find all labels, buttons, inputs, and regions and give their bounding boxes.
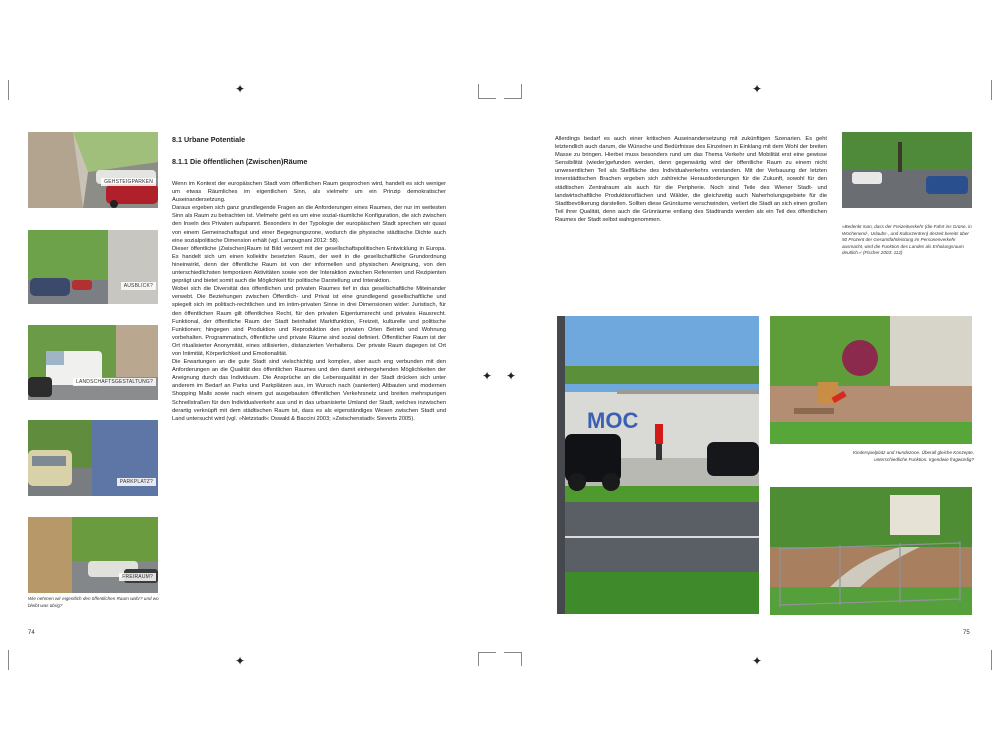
photo-dog-zone	[770, 487, 972, 615]
crop-mark	[504, 98, 522, 99]
photo-street-parking	[28, 132, 158, 208]
crop-mark	[991, 80, 992, 100]
photo-wall-street	[557, 316, 759, 614]
photo-parking-street	[28, 420, 158, 496]
crop-mark	[8, 650, 9, 670]
crop-mark	[478, 652, 479, 666]
photo-free-space	[28, 517, 158, 593]
section-heading: 8.1 Urbane Potentiale	[172, 135, 246, 144]
crop-mark	[521, 652, 522, 666]
photo-street-trees	[842, 132, 972, 208]
photo-label: PARKPLATZ?	[117, 478, 156, 486]
crop-mark	[504, 652, 522, 653]
photo-label: FREIRAUM?	[119, 573, 156, 581]
photo-label: LANDSCHAFTSGESTALTUNG?	[73, 378, 156, 386]
photo-label: AUSBLICK?	[121, 282, 156, 290]
page-number-right: 75	[963, 630, 970, 636]
registration-mark-icon: ✦	[235, 82, 246, 96]
subsection-heading: 8.1.1 Die öffentlichen (Zwischen)Räume	[172, 157, 308, 166]
photo-playground	[770, 316, 972, 444]
crop-mark	[8, 80, 9, 100]
photo-van-landscaping	[28, 325, 158, 400]
photo-label: GEHSTEIGPARKEN	[101, 178, 156, 186]
registration-mark-icon: ✦	[482, 369, 493, 383]
photo-street-view	[28, 230, 158, 304]
registration-mark-icon: ✦	[752, 82, 763, 96]
registration-mark-icon: ✦	[506, 369, 517, 383]
crop-mark	[991, 650, 992, 670]
crop-mark	[478, 652, 496, 653]
quote-caption: »Bedenkt man, dass der Freizeitverkehr (die Fahrt ins Grüne, in Wochenend-, Urlaubs-, und Kulturzentren) derzeit bereits über 50 Prozent der Gesamtfahrleistung im Personenverkehr ausmacht, wird die Funktion des Landes als Erholungsraum deutlich.« (Fischer 2003: 112)	[842, 224, 972, 256]
left-caption: Wie nehmen wir eigentlich den öffentlichen Raum wahr? und wo bleibt was übrig?	[28, 596, 159, 608]
svg-text:MOC: MOC	[587, 408, 639, 433]
registration-mark-icon: ✦	[235, 654, 246, 668]
crop-mark	[478, 98, 496, 99]
right-body-text: Allerdings bedarf es auch einer kritischen Auseinandersetzung mit zukünftigen Szenarien. Es geht letztendlich auch darum, die Wünsche und Bedürfnisse des Einzelnen in Einklang mit dem Wohl der breiten Masse zu bringen. Hierbei muss besonders rund um das Thema Verkehr und Mobilität erst eine gewisse Sensibilität (wieder)gefunden werden, denn gegenwärtig wird der öffentliche Raum zu einem nicht unwesentlichen Teil als Stellfläche des Individualverkehrs verstanden. Mit der Verbauung der letzten innerstädtischen Brachen ergeben sich zahlreiche Herausforderungen für die Zukunft, sowohl für den städtischen Zentralraum als auch für die Peripherie. Noch sind Teile des Wiener Stadt- und landwirtschaftliche Produktionsflächen und Wälder, die gleichzeitig auch Naherholungsgebiete für die Stadtbevölkerung darstellen. Sollten diese Grünräume verschwinden, verliert die Stadt an sich einen großen Teil ihrer Qualität, denn auch die Grünräume entlang des Stadtrands werden als ein Teil des öffentlichen Raumes der Stadt selbst wahrgenommen.	[555, 136, 827, 223]
registration-mark-icon: ✦	[752, 654, 763, 668]
left-body-text: Wenn im Kontext der europäischen Stadt vom öffentlichen Raum gesprochen wird, handelt es sich weniger um etwas Räumliches im eigentlichen Sinn, als vielmehr um ein Prinzip demokratischer Auseinandersetzung. Daraus ergeben sich ganz grundlegende Fragen an die Anforderungen eines Raumes, der nur im weitesten Sinn als Raum zu betrachten ist. Vielmehr geht es um eine sozial-räumliche Konfiguration, die sich zwischen den Inseln des Privaten aufspannt. Besonders in der Typologie der europäischen Stadt sprechen wir quasi von einem Gemeinschaftsgut und einer Begegnungszone, wodurch die physische städtische Dichte auch eine sozialpolitische Dimension erhält (vgl. Lampugnani 2012: 58). Dieser öffentliche (Zwischen)Raum ist Bild verzerrt mit der gesellschaftspolitischen Entwicklung in Europa. Es handelt sich um einen kollektiv besetzten Raum, der weit in die gesellschaftliche Grundordnung hineinwirkt, denn der öffentliche Raum ist von der informellen und physischen Aneignung, von den unterschiedlichsten temporären Aktivitäten sowie von der Interaktion zwischen Referenten und Rezipienten geprägt und bietet somit auch die Möglichkeit für politische Darstellung und Interaktion. Wobei sich die Diversität des öffentlichen und privaten Raumes tief in das gesellschaftliche Miteinander verwebt. Die Beziehungen zwischen Öffentlich- und Privat ist eine grundlegend gesellschaftliche und spiegelt sich im politisch-rechtlichen und im intim-privaten Sinne in drei Dimensionen wider: Juristisch, für den öffentlichen Raum gilt öffentliches Recht, für den privaten Eigentumsrecht und privates Hausrecht. Funktional, der öffentliche Raum der Stadt beinhaltet Marktfunktion, Freizeit, kulturelle und politische Funktionen; hingegen sind Produktion und Reproduktion den privaten Orten Betrieb und Wohnung vorbehalten. Programmatisch, öffentliche und private Räume sind sozial definiert. Öffentlicher Raum ist der Ort ritualisierter Anonymität, eines stilisierten, distanzierten Verhaltens. Der private Raum dagegen ist Ort von Intimität, Körperlichkeit und Emotionalität. Die Erwartungen an die gute Stadt sind vielschichtig und komplex, aber auch eng verbunden mit den Anforderungen an die Qualität des öffentlichen Raumes und den damit einhergehenden Möglichkeiten der Aneignung durch das Individuum. Die Ansprüche an die Lebensqualität in der Stadt drücken sich unter anderem im Bedarf an Parks und Parkplätzen aus, im Wunsch nach (sanierten) Altbauten und modernen Shopping Malls sowie nach einem gut ausgebauten öffentlichen Verkehrsnetz und breiten mehrspurigen Schnellstraßen für den Individualverkehr aus und in das urbanisierte Umland der Stadt, welches inzwischen derartig verknüpft mit dem städtischen Raum ist, dass es als eigenständiges Wesen zwischen Stadt und Land untersucht wird (vgl. »Netzstadt« Oswald & Baccini 2003; »Zwischenstadt« Sieverts 2005).	[172, 181, 446, 422]
playground-caption: Kinderspielplatz und Hundezone. Überall gleiche Konzepte, unterschiedliche Funktion. Irgendwie fragwürdig?	[852, 450, 974, 462]
crop-mark	[478, 84, 479, 98]
page-number-left: 74	[28, 630, 35, 636]
crop-mark	[521, 84, 522, 98]
